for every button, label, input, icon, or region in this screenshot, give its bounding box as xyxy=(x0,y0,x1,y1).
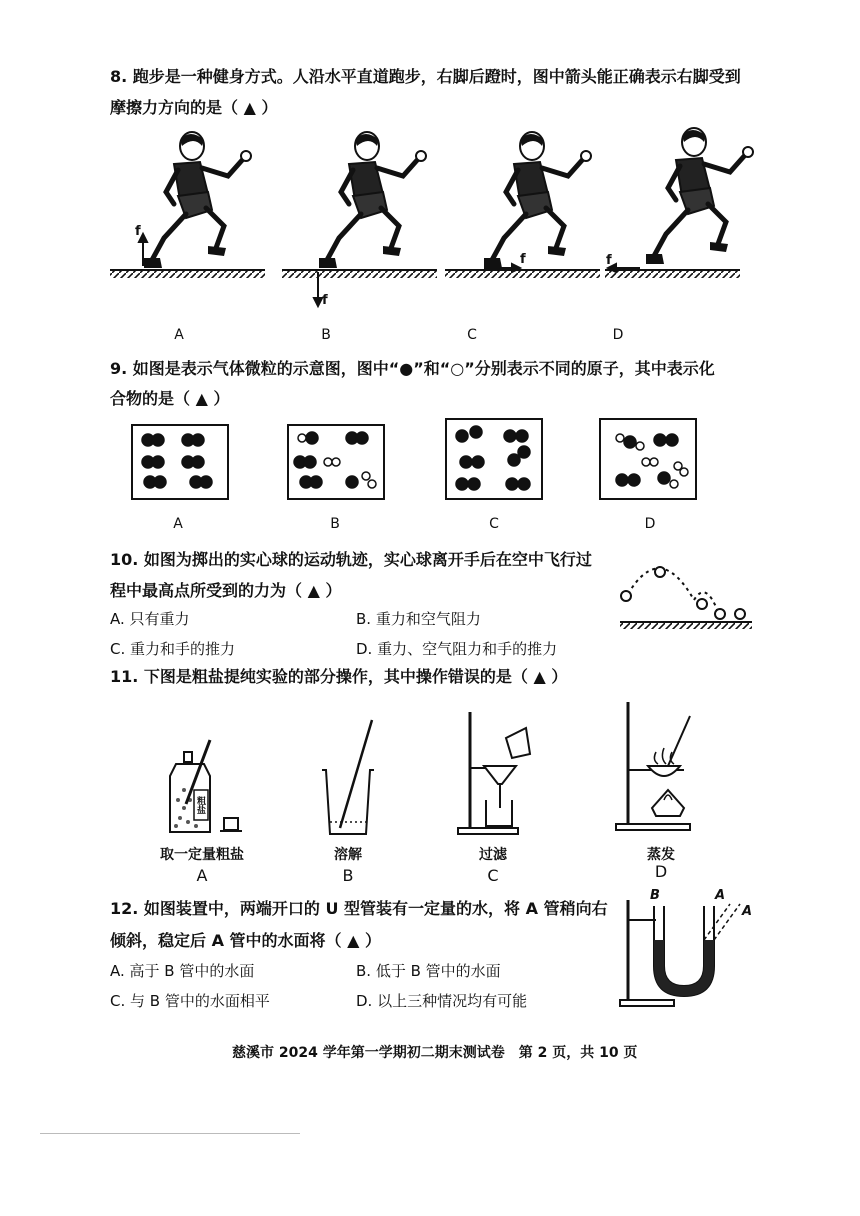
q12-stem-line1: 12. 如图装置中，两端开口的 U 型管装有一定量的水，将 A 管稍向右 xyxy=(110,899,608,918)
q9-option-c[interactable]: C xyxy=(489,516,499,532)
q12-option-a[interactable]: A. 高于 B 管中的水面 xyxy=(110,962,255,980)
q8-stem-line2: 摩擦力方向的是（ ▲ ） xyxy=(110,98,278,117)
q10-option-b[interactable]: B. 重力和空气阻力 xyxy=(356,610,481,628)
q12-stem-line2: 倾斜，稳定后 A 管中的水面将（ ▲ ） xyxy=(110,931,381,950)
scan-edge-line xyxy=(40,1133,300,1134)
q9-stem-line1: 9. 如图是表示气体微粒的示意图，图中“●”和“○”分别表示不同的原子，其中表示化 xyxy=(110,359,715,378)
q10-option-a[interactable]: A. 只有重力 xyxy=(110,610,190,628)
q9-option-d[interactable]: D xyxy=(644,516,656,532)
q12-option-c[interactable]: C. 与 B 管中的水面相平 xyxy=(110,992,270,1010)
q12-option-d[interactable]: D. 以上三种情况均有可能 xyxy=(356,992,528,1010)
q8-stem-line1: 8. 跑步是一种健身方式。人沿水平直道跑步，右脚后蹬时，图中箭头能正确表示右脚受到 xyxy=(110,67,741,86)
q10-option-c[interactable]: C. 重力和手的推力 xyxy=(110,640,236,658)
q8-option-a[interactable]: A xyxy=(174,327,184,343)
q8-force-label-a: f xyxy=(135,224,141,239)
q11-stem-line1: 11. 下图是粗盐提纯实验的部分操作，其中操作错误的是（ ▲ ） xyxy=(110,667,568,686)
q8-force-label-c: f xyxy=(520,252,526,267)
q12-tilted-tube-a-label: A xyxy=(742,904,753,919)
q9-option-a[interactable]: A xyxy=(173,516,183,532)
q11-caption-b: 溶解 xyxy=(334,847,362,863)
q10-option-d[interactable]: D. 重力、空气阻力和手的推力 xyxy=(356,640,558,658)
q11-option-b[interactable]: B xyxy=(342,866,354,885)
q11-caption-a: 取一定量粗盐 xyxy=(160,847,244,863)
q10-stem-line1: 10. 如图为掷出的实心球的运动轨迹，实心球离开手后在空中飞行过 xyxy=(110,550,592,569)
q12-option-b[interactable]: B. 低于 B 管中的水面 xyxy=(356,962,501,980)
q8-force-label-b: f xyxy=(322,293,328,308)
q11-option-c[interactable]: C xyxy=(487,866,499,885)
q8-option-b[interactable]: B xyxy=(321,327,331,343)
q9-stem-line2: 合物的是（ ▲ ） xyxy=(110,389,230,408)
q12-tube-b-label: B xyxy=(650,888,660,903)
q11-caption-d: 蒸发 xyxy=(647,847,675,863)
q11-bottle-label: 粗盐 xyxy=(195,796,205,814)
q11-caption-c: 过滤 xyxy=(479,847,507,863)
q8-option-d[interactable]: D xyxy=(612,327,624,343)
q8-force-label-d: f xyxy=(606,253,612,268)
q11-option-a[interactable]: A xyxy=(196,866,208,885)
q9-option-b[interactable]: B xyxy=(330,516,340,532)
q12-tube-a-label: A xyxy=(715,888,726,903)
q10-stem-line2: 程中最高点所受到的力为（ ▲ ） xyxy=(110,581,342,600)
page-footer: 慈溪市 2024 学年第一学期初二期末测试卷 第 2 页，共 10 页 xyxy=(232,1045,638,1061)
q11-option-d[interactable]: D xyxy=(654,862,668,881)
q8-option-c[interactable]: C xyxy=(467,327,477,343)
